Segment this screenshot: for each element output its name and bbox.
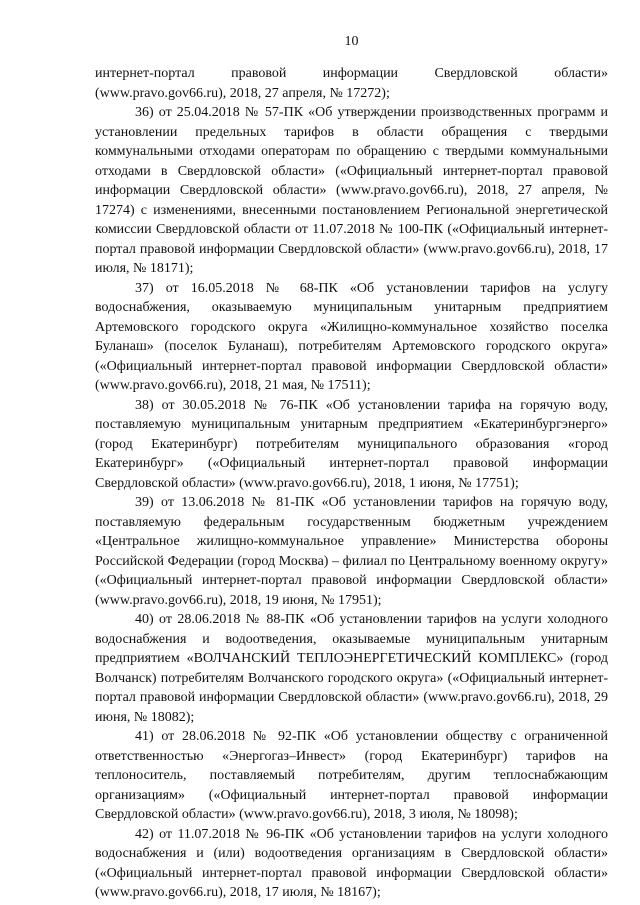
list-item-36: 36) от 25.04.2018 № 57-ПК «Об утверждении производственных программ и установлении предельных тарифов в области обращения с твердыми коммунальными отходами операторам по обращению с твердыми коммунальными отходами в Свердловской области» («Официальный интернет-портал правовой информации Свердловской области» (www.pravo.gov66.ru), 2018, 27 апреля, № 17274) с изменениями, внесенными постановлением Региональной энергетической комиссии Свердловской области от 11.07.2018 № 100-ПК («Официальный интернет-портал правовой информации Свердловской области» (www.pravo.gov66.ru), 2018, 17 июля, № 18171);	[95, 105, 608, 276]
paragraph-continuation: интернет-портал правовой информации Свердловской области» (www.pravo.gov66.ru), 2018, 27 апреля, № 17272);	[95, 66, 608, 101]
list-item-37: 37) от 16.05.2018 № 68-ПК «Об установлении тарифов на услугу водоснабжения, оказываемую муниципальным унитарным предприятием Артемовского городского округа «Жилищно-коммунальное хозяйство поселка Буланаш» (поселок Буланаш), потребителям Артемовского городского округа» («Официальный интернет-портал правовой информации Свердловской области» (www.pravo.gov66.ru), 2018, 21 мая, № 17511);	[95, 280, 608, 393]
list-item-42: 42) от 11.07.2018 № 96-ПК «Об установлении тарифов на услуги холодного водоснабжения и (или) водоотведения организациям в Свердловской области» («Официальный интернет-портал правовой информации Свердловской области» (www.pravo.gov66.ru), 2018, 17 июля, № 18167);	[95, 826, 608, 900]
list-item-40: 40) от 28.06.2018 № 88-ПК «Об установлении тарифов на услуги холодного водоснабжения и водоотведения, оказываемые муниципальным унитарным предприятием «ВОЛЧАНСКИЙ ТЕПЛОЭНЕРГЕТИЧЕСКИЙ КОМПЛЕКС» (город Волчанск) потребителям Волчанского городского округа» («Официальный интернет-портал правовой информации Свердловской области» (www.pravo.gov66.ru), 2018, 29 июня, № 18082);	[95, 612, 608, 725]
page-number: 10	[344, 34, 359, 49]
list-item-41: 41) от 28.06.2018 № 92-ПК «Об установлении обществу с ограниченной ответственностью «Энергогаз–Инвест» (город Екатеринбург) тарифов на теплоноситель, поставляемый потребителям, другим теплоснабжающим организациям» («Официальный интернет-портал правовой информации Свердловской области» (www.pravo.gov66.ru), 2018, 3 июля, № 18098);	[95, 729, 608, 822]
list-item-39: 39) от 13.06.2018 № 81-ПК «Об установлении тарифов на горячую воду, поставляемую федеральным государственным бюджетным учреждением «Центральное жилищно-коммунальное управление» Министерства обороны Российской Федерации (город Москва) – филиал по Центральному военному округу» («Официальный интернет-портал правовой информации Свердловской области» (www.pravo.gov66.ru), 2018, 19 июня, № 17951);	[95, 495, 608, 608]
document-body	[95, 64, 608, 903]
list-item-38: 38) от 30.05.2018 № 76-ПК «Об установлении тарифа на горячую воду, поставляемую муниципальным унитарным предприятием «Екатеринбургэнерго» (город Екатеринбург) потребителям муниципального образования «город Екатеринбург» («Официальный интернет-портал правовой информации Свердловской области» (www.pravo.gov66.ru), 2018, 1 июня, № 17751);	[95, 397, 608, 491]
